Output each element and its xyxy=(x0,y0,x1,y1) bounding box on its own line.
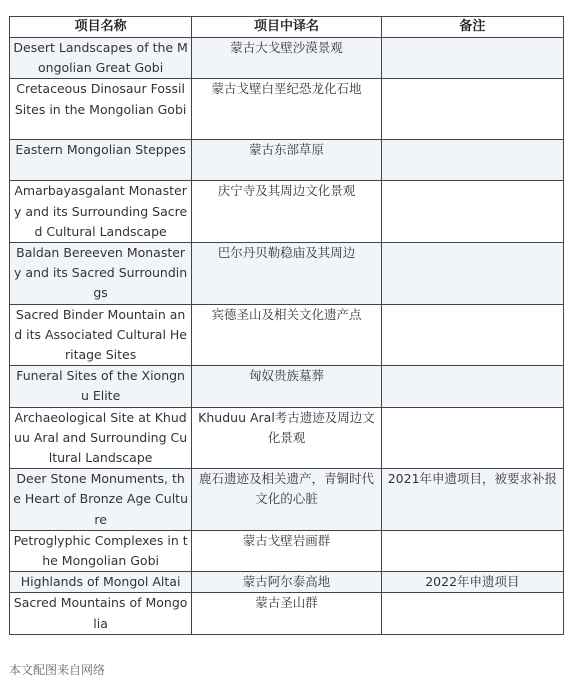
image-source-caption: 本文配图来自网络 xyxy=(9,663,106,677)
cell-notes xyxy=(381,530,563,571)
table-row xyxy=(10,140,564,181)
heritage-table xyxy=(9,16,564,635)
cell-notes: 2022年申遗项目 xyxy=(381,572,563,593)
table-row xyxy=(10,469,564,531)
cell-notes: 2021年申遗项目，被要求补报 xyxy=(381,469,563,531)
cell-chinese-name: 庆宁寺及其周边文化景观 xyxy=(192,181,382,243)
cell-notes xyxy=(381,140,563,181)
table-row xyxy=(10,181,564,243)
cell-project-name: Amarbayasgalant Monastery and its Surrounding Sacred Cultural Landscape xyxy=(10,181,192,243)
cell-chinese-name: Khuduu Aral考古遗迹及周边文化景观 xyxy=(192,407,382,469)
cell-project-name: Funeral Sites of the Xiongnu Elite xyxy=(10,366,192,407)
cell-chinese-name: 匈奴贵族墓葬 xyxy=(192,366,382,407)
table-row xyxy=(10,243,564,305)
cell-project-name: Sacred Binder Mountain and its Associated Cultural Heritage Sites xyxy=(10,304,192,366)
header-chinese-name: 项目中译名 xyxy=(192,17,382,38)
cell-project-name: Deer Stone Monuments, the Heart of Bronze Age Culture xyxy=(10,469,192,531)
table-row xyxy=(10,572,564,593)
cell-notes xyxy=(381,38,563,79)
table-row xyxy=(10,38,564,79)
cell-project-name: Highlands of Mongol Altai xyxy=(10,572,192,593)
cell-notes xyxy=(381,593,563,634)
table-header-row xyxy=(10,17,564,38)
cell-project-name: Archaeological Site at Khuduu Aral and Surrounding Cultural Landscape xyxy=(10,407,192,469)
header-notes: 备注 xyxy=(381,17,563,38)
header-project-name: 项目名称 xyxy=(10,17,192,38)
cell-project-name: Desert Landscapes of the Mongolian Great Gobi xyxy=(10,38,192,79)
cell-project-name: Baldan Bereeven Monastery and its Sacred Surroundings xyxy=(10,243,192,305)
cell-chinese-name: 蒙古戈壁白垩纪恐龙化石地 xyxy=(192,79,382,140)
cell-notes xyxy=(381,79,563,140)
cell-project-name: Petroglyphic Complexes in the Mongolian Gobi xyxy=(10,530,192,571)
table-row xyxy=(10,530,564,571)
cell-chinese-name: 蒙古大戈壁沙漠景观 xyxy=(192,38,382,79)
table-row xyxy=(10,366,564,407)
cell-notes xyxy=(381,407,563,469)
table-row xyxy=(10,79,564,140)
cell-notes xyxy=(381,366,563,407)
cell-project-name: Eastern Mongolian Steppes xyxy=(10,140,192,181)
cell-notes xyxy=(381,243,563,305)
cell-chinese-name: 蒙古东部草原 xyxy=(192,140,382,181)
table-row xyxy=(10,593,564,634)
cell-chinese-name: 蒙古戈壁岩画群 xyxy=(192,530,382,571)
cell-chinese-name: 巴尔丹贝勒稳庙及其周边 xyxy=(192,243,382,305)
cell-chinese-name: 宾德圣山及相关文化遗产点 xyxy=(192,304,382,366)
cell-chinese-name: 蒙古阿尔泰高地 xyxy=(192,572,382,593)
cell-project-name: Sacred Mountains of Mongolia xyxy=(10,593,192,634)
table-row xyxy=(10,407,564,469)
cell-chinese-name: 蒙古圣山群 xyxy=(192,593,382,634)
cell-notes xyxy=(381,304,563,366)
cell-chinese-name: 鹿石遗迹及相关遗产，青铜时代文化的心脏 xyxy=(192,469,382,531)
cell-notes xyxy=(381,181,563,243)
table-row xyxy=(10,304,564,366)
cell-project-name: Cretaceous Dinosaur Fossil Sites in the Mongolian Gobi xyxy=(10,79,192,140)
